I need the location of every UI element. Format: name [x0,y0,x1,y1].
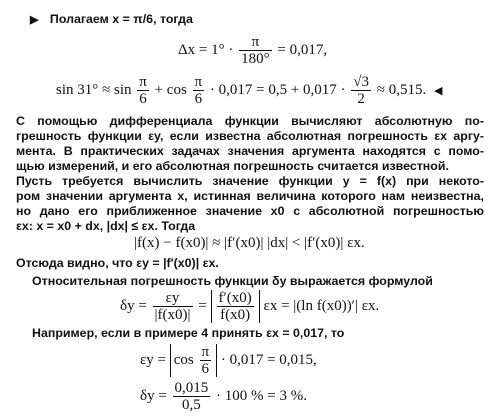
sin-approximation-formula [56,74,442,107]
dy-fraction [173,380,211,413]
delta-x-lhs: Δx = 1° · [178,41,234,58]
fraction-denominator: 6 [139,91,147,107]
fraction-numerator: f′(x0) [218,290,252,306]
fraction-numerator: εy [153,290,193,307]
relative-error-text: Относительная погрешность функции δy выражается формулой [32,274,433,288]
fraction-denominator: 0,5 [182,397,201,413]
ey-lhs: εy = [140,351,167,368]
dy-formula [140,380,307,413]
triangle-left-icon: ◀ [434,84,443,97]
sqrt3-over-2-fraction [351,74,371,107]
pi-over-6-fraction [137,74,149,107]
pi-over-6-fraction [200,344,212,377]
fraction-numerator: π [194,74,203,90]
para1-line-4: щью измерений, и его абсолютная погрешность считается известной. [16,159,449,173]
cos-label: cos [173,351,194,368]
fraction-numerator: √3 [353,74,370,90]
sin-lhs: sin 31° ≈ sin [56,81,132,98]
para1-line-3: мента. В практических задачах значения аргумента находятся с помо- [16,144,484,158]
ey-formula [140,344,317,377]
fraction-denominator: 6 [194,91,203,107]
fraction-denominator: 180° [241,51,270,67]
sin-mid: · 0,017 = 0,5 + 0,017 · [209,81,346,98]
para2-line-4: εx: x = x0 + dx, |dx| ≤ εx. Тогда [16,219,196,233]
ey-over-fx0-fraction [153,290,193,323]
para1-line-2: грешность функции εy, если известна абсолютная погрешность εx аргу- [16,129,484,143]
dy-rhs: · 100 % = 3 %. [216,387,307,404]
derivative-ratio-fraction [217,290,254,323]
fraction-numerator: π [201,344,210,360]
fraction-denominator: f(x0) [220,307,251,323]
error-inequality: |f(x) − f(x0)| ≈ |f′(x0)| |dx| < |f′(x0)| εx. [134,235,365,251]
delta-x-formula [178,34,327,67]
para2-line-1: Пусть требуется вычислить значение функции y = f(x) при некото- [16,174,484,188]
para1-line-1: С помощью дифференциала функции вычисляют абсолютную по- [16,114,484,128]
fraction-numerator: 0,015 [174,380,209,396]
dy-lhs: δy = [140,387,167,404]
delta-y-rhs: εx = |(ln f(x0))′| εx. [263,297,380,314]
para2-line-2: ром значении аргумента x, истинная величина которого нам неизвестна, [16,189,484,203]
intro-text: Полагаем x = π/6, тогда [49,12,193,26]
fraction-numerator: π [239,34,272,51]
fraction-denominator: |f(x0)| [154,307,191,323]
delta-y-lhs: δy = [120,297,147,314]
sin-rhs: ≈ 0,515. [376,81,427,98]
intro-line [30,12,193,28]
equals-sign: = [198,297,207,314]
hence-line: Отсюда видно, что εy = |f′(x0)| εx. [16,256,219,270]
delta-x-rhs: = 0,017, [277,41,328,58]
fraction-denominator: 6 [201,361,210,377]
example-text: Например, если в примере 4 принять εx = 0,017, то [32,326,345,340]
triangle-right-icon: ▶ [30,14,39,26]
para2-line-3: но дано его приближенное значение x0 с абсолютной погрешностью [16,204,484,218]
fraction-numerator: π [139,74,147,90]
relative-error-formula [120,290,379,323]
pi-over-6-fraction [193,74,205,107]
abs-value-bars [170,344,217,377]
abs-value-bars [211,290,260,323]
plus-cos: + cos [154,81,187,98]
ey-rhs: · 0,017 = 0,015, [220,351,317,368]
delta-x-fraction [239,34,272,67]
fraction-denominator: 2 [357,91,365,107]
